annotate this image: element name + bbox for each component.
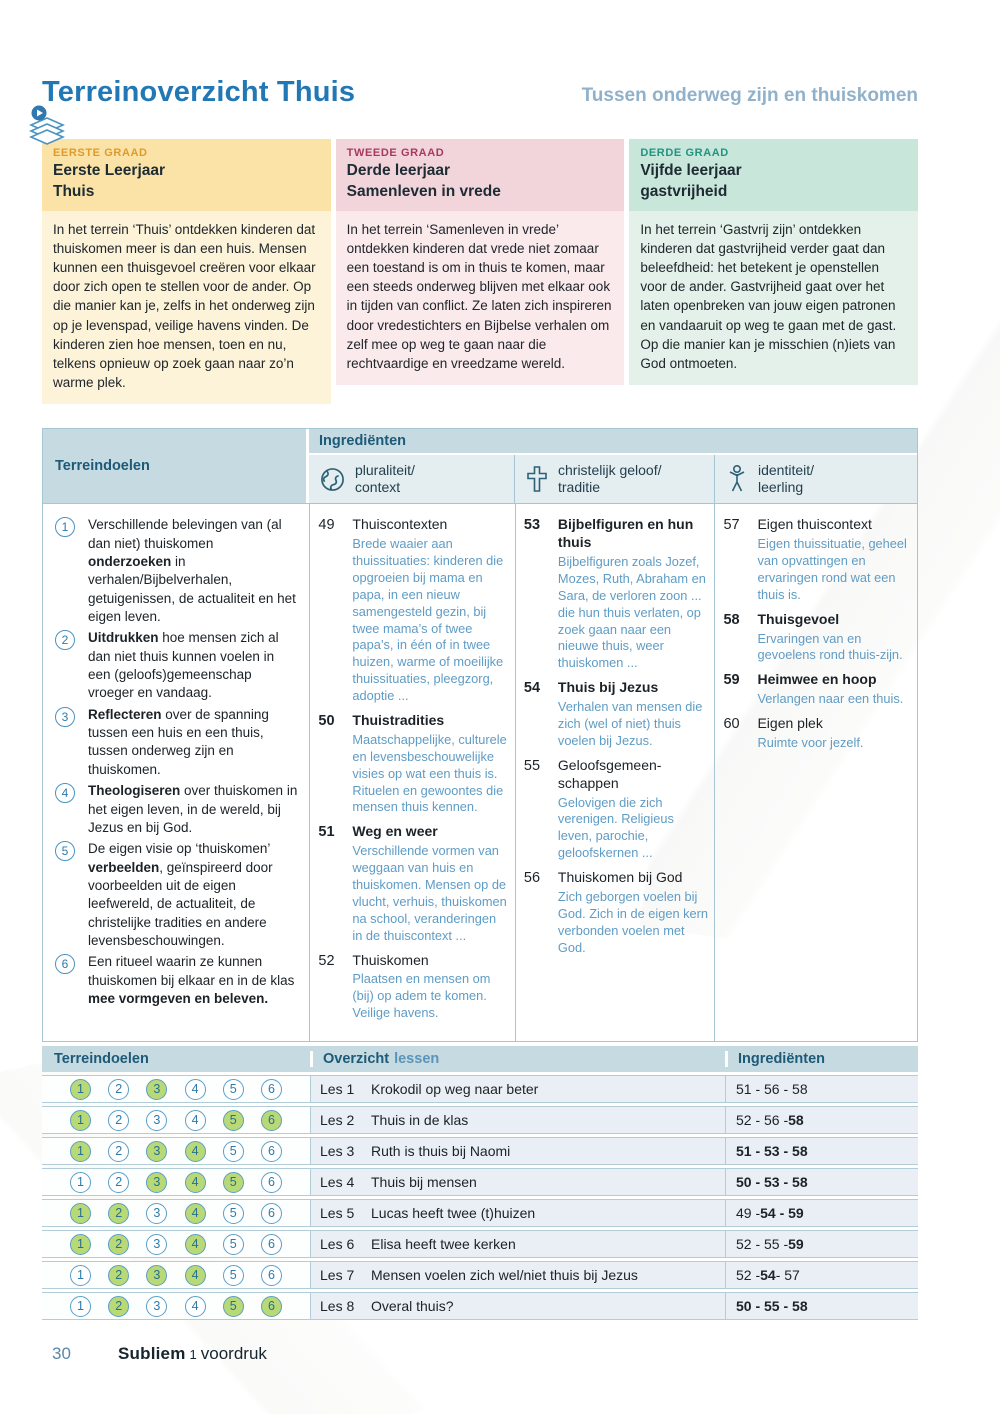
goal-circle-active: 5 <box>223 1110 244 1131</box>
lesson-row <box>42 1075 918 1103</box>
goal-text: Reflecteren over de spanning tussen een huis en een thuis, tussen onderweg zijn en thuiskomen. <box>88 706 269 777</box>
ingredient-title: Thuiskomen <box>352 951 429 968</box>
ingredient-description: Plaatsen en mensen om (bij) op adem te komen. Veilige havens. <box>352 971 491 1021</box>
page-footer <box>52 1344 267 1364</box>
goal-number-badge: 5 <box>55 841 75 861</box>
lesson-row <box>42 1199 918 1227</box>
lesson-goal-circles <box>42 1076 310 1102</box>
ingredient-title: Bijbelfiguren en hun thuis <box>557 516 694 551</box>
lesson-row <box>42 1168 918 1196</box>
lesson-ingredients: 52 - 56 - 58 <box>725 1107 918 1133</box>
lesson-title: Krokodil op weg naar beter <box>371 1081 539 1098</box>
ingredient-number: 52 <box>318 952 335 969</box>
lesson-ingredients: 51 - 56 - 58 <box>725 1076 918 1102</box>
lesson-label: Les 4 <box>320 1174 355 1191</box>
terreindoel-item <box>55 953 299 1008</box>
goal-circle: 5 <box>223 1141 244 1162</box>
goal-circle-active: 2 <box>108 1203 129 1224</box>
grade-columns <box>42 139 918 404</box>
lesson-title: Thuis bij mensen <box>371 1174 477 1191</box>
goal-circle-active: 5 <box>223 1296 244 1317</box>
lesson-cell <box>310 1231 725 1257</box>
ingredient-description: Verhalen van mensen die zich (wel of niet) thuis voelen bij Jezus. <box>557 699 703 748</box>
lessons-table <box>42 1046 918 1320</box>
lesson-row <box>42 1261 918 1289</box>
lesson-goal-circles <box>42 1107 310 1133</box>
grade-year: Eerste Leerjaar <box>53 162 166 179</box>
goal-circle-active: 6 <box>261 1296 282 1317</box>
grade-label: EERSTE GRAAD <box>53 147 148 159</box>
category-label: pluraliteit/ context <box>355 461 415 496</box>
lesson-cell <box>310 1169 725 1195</box>
globe-icon <box>319 466 346 493</box>
goal-number-badge: 1 <box>55 517 75 537</box>
cross-icon <box>525 465 549 493</box>
category-label: christelijk geloof/ traditie <box>558 461 662 496</box>
grade-description: In het terrein ‘Gastvrij zijn’ ontdekken kinderen dat gastvrijheid verder gaat dan beleefdheid: het betekent je openstellen voor de ander. Gastvrijheid gaat over het laten openbreken van jouw eigen patronen en vandaaruit op weg te gaan met de gast. Op die manier kan je misschien (n)iets van God ontmoeten. <box>629 211 918 385</box>
goal-circle-active: 4 <box>185 1203 206 1224</box>
grade-description: In het terrein ‘Samenleven in vrede’ ontdekken kinderen dat vrede niet zomaar een toestand is om in thuis te komen, maar een steeds onderweg blijven met elkaar ook in tijden van conflict. Ze laten zich inspireren door vredestichters en Bijbelse verhalen om zelf mee op weg te gaan naar die rechtvaardige en vreedzame wereld. <box>336 211 625 385</box>
ingredient-number: 57 <box>723 517 740 534</box>
goal-text: De eigen visie op ‘thuiskomen’ verbeelden, geïnspireerd door voorbeelden uit de eigen leefwereld, de actualiteit, de christelijke tradities en andere levensbeschouwingen. <box>88 841 273 949</box>
goal-circle-active: 1 <box>70 1079 91 1100</box>
goal-circle: 4 <box>185 1296 206 1317</box>
goal-circle-active: 1 <box>70 1234 91 1255</box>
ingredients-column-identiteit <box>714 504 917 1041</box>
goal-circle: 2 <box>108 1110 129 1131</box>
goal-number-badge: 4 <box>55 783 75 803</box>
lesson-label: Les 7 <box>320 1267 355 1284</box>
ingredient-number: 60 <box>723 716 740 733</box>
lesson-rows <box>42 1075 918 1320</box>
lesson-goal-circles <box>42 1169 310 1195</box>
goal-circle-active: 4 <box>185 1141 206 1162</box>
lesson-label: Les 8 <box>320 1298 355 1315</box>
goal-circle-active: 4 <box>185 1234 206 1255</box>
lesson-row <box>42 1292 918 1320</box>
ingredient-entry <box>318 516 509 705</box>
ingredient-category-row <box>309 455 917 503</box>
book-title: Subliem <box>118 1344 186 1363</box>
goal-circle: 4 <box>185 1079 206 1100</box>
goal-circle: 6 <box>261 1079 282 1100</box>
goals-ingredients-table <box>42 428 918 1042</box>
grade-header <box>42 139 331 211</box>
ingredienten-header: Ingrediënten <box>309 429 917 455</box>
layers-play-icon <box>24 104 70 148</box>
goal-text: Een ritueel waarin ze kunnen thuiskomen bij elkaar en in de klas mee vormgeven en beleven. <box>88 954 295 1007</box>
ingredient-number: 49 <box>318 517 335 534</box>
ingredient-entry <box>524 679 709 750</box>
goal-circle-active: 2 <box>108 1265 129 1286</box>
goal-circle: 1 <box>70 1265 91 1286</box>
lesson-title: Thuis in de klas <box>371 1112 469 1129</box>
ingredient-entry <box>318 712 509 816</box>
goal-circle: 6 <box>261 1234 282 1255</box>
goal-circle: 1 <box>70 1296 91 1317</box>
ingredient-number: 58 <box>723 611 740 628</box>
ingredient-description: Verlangen naar een thuis. <box>757 691 904 707</box>
lessons-ingredients-header: Ingrediënten <box>725 1051 918 1067</box>
lessons-table-header <box>42 1046 918 1072</box>
goal-text: Verschillende belevingen van (al dan niet) thuiskomen onderzoeken in verhalen/Bijbelverhalen, getuigenissen, de actualiteit en het eigen leven. <box>88 517 296 624</box>
ingredients-column-geloof <box>515 504 715 1041</box>
book-volume: 1 <box>189 1347 197 1362</box>
lesson-ingredients: 49 - 54 - 59 <box>725 1200 918 1226</box>
goal-circle-active: 3 <box>146 1265 167 1286</box>
ingredient-entry <box>318 823 509 944</box>
ingredient-description: Bijbelfiguren zoals Jozef, Mozes, Ruth, Abraham en Sara, de verloren zoon ... die hun thuis verlaten, op zoek gaan naar een nieuwe thuis, weer thuiskomen ... <box>557 553 706 671</box>
ingredient-entry <box>524 516 709 672</box>
goal-circle: 6 <box>261 1265 282 1286</box>
goal-number-badge: 2 <box>55 630 75 650</box>
ingredient-title: Thuis bij Jezus <box>557 679 659 696</box>
lesson-row <box>42 1106 918 1134</box>
lesson-ingredients: 51 - 53 - 58 <box>725 1138 918 1164</box>
grade-year: Derde leerjaar <box>346 162 451 179</box>
goal-number-badge: 6 <box>55 954 75 974</box>
goal-circle-active: 6 <box>261 1110 282 1131</box>
book-edition: voordruk <box>200 1344 267 1363</box>
grade-year: Vijfde leerjaar <box>640 162 742 179</box>
ingredient-entry <box>524 757 709 862</box>
goal-circle: 2 <box>108 1172 129 1193</box>
ingredient-title: Thuiskomen bij God <box>557 869 683 886</box>
ingredient-description: Eigen thuissituatie, geheel van opvattingen en ervaringen rond wat een thuis is. <box>757 536 907 602</box>
goal-circle-active: 1 <box>70 1110 91 1131</box>
terreindoel-item <box>55 840 299 950</box>
ingredient-number: 53 <box>523 517 541 534</box>
goal-circle: 5 <box>223 1265 244 1286</box>
lesson-label: Les 1 <box>320 1081 355 1098</box>
ingredient-title: Weg en weer <box>352 823 438 840</box>
ingredient-description: Maatschappelijke, culturele en levensbeschouwelijke visies op wat een thuis is. Rituelen en gewoontes die mensen thuis kennen. <box>352 731 507 815</box>
lesson-cell <box>310 1200 725 1226</box>
ingredient-description: Brede waaier aan thuissituaties: kinderen die opgroeien bij mama en papa, in een nieuw samengesteld gezin, bij twee mama’s of twee papa’s, in één of in twee huizen, warme of moeilijke thuissituaties, pleegzorg, adoptie ... <box>352 536 504 704</box>
ingredient-entry <box>723 715 911 752</box>
ingredient-title: Eigen thuiscontext <box>757 516 872 533</box>
category-pluraliteit-context <box>309 455 514 503</box>
lesson-cell <box>310 1076 725 1102</box>
goal-circle-active: 4 <box>185 1265 206 1286</box>
ingredient-number: 56 <box>523 870 541 887</box>
category-christelijk-geloof-traditie <box>514 455 714 503</box>
grade-column-derde-graad <box>629 139 918 385</box>
ingredient-title: Thuistradities <box>352 711 445 728</box>
person-icon <box>725 464 749 494</box>
ingredient-description: Ervaringen van en gevoelens rond thuis-zijn. <box>757 630 903 663</box>
ingredient-title: Geloofsgemeen-schappen <box>557 756 662 791</box>
goal-circle: 4 <box>185 1110 206 1131</box>
grade-description: In het terrein ‘Thuis’ ontdekken kinderen dat thuiskomen meer is dan een huis. Mensen kunnen een thuisgevoel creëren voor elkaar door zich open te stellen voor de ander. Op die manier kan je, zelfs in het onderweg zijn op je levenspad, veilige havens vinden. De kinderen zien hoe mensen, toen en nu, telkens opnieuw op zoek gaan naar zo’n warme plek. <box>42 211 331 404</box>
grade-label: TWEEDE GRAAD <box>346 147 445 159</box>
goal-circle-active: 3 <box>146 1172 167 1193</box>
lesson-title: Ruth is thuis bij Naomi <box>371 1143 511 1160</box>
ingredient-title: Thuiscontexten <box>352 516 448 533</box>
goal-circle: 1 <box>70 1172 91 1193</box>
goal-circle: 3 <box>146 1203 167 1224</box>
ingredient-entry <box>723 611 911 665</box>
ingredient-entry <box>318 952 509 1023</box>
goal-circle-active: 1 <box>70 1203 91 1224</box>
grade-header <box>629 139 918 211</box>
goal-circle: 6 <box>261 1203 282 1224</box>
lesson-row <box>42 1137 918 1165</box>
goal-circle: 3 <box>146 1234 167 1255</box>
lesson-goal-circles <box>42 1262 310 1288</box>
lesson-ingredients: 50 - 55 - 58 <box>725 1293 918 1319</box>
goal-text: Theologiseren over thuiskomen in het eigen leven, in de wereld, bij Jezus en bij God. <box>88 783 298 835</box>
page-subtitle: Tussen onderweg zijn en thuiskomen <box>581 85 918 106</box>
grade-column-tweede-graad <box>336 139 625 385</box>
goal-circle: 3 <box>146 1110 167 1131</box>
grade-theme: gastvrijheid <box>640 183 728 201</box>
lesson-label: Les 2 <box>320 1112 355 1129</box>
terreindoelen-header: Terreindoelen <box>43 429 309 503</box>
grade-column-eerste-graad <box>42 139 331 404</box>
category-label: identiteit/ leerling <box>758 461 815 496</box>
goal-circle-active: 2 <box>108 1296 129 1317</box>
goal-circle-active: 3 <box>146 1141 167 1162</box>
ingredient-title: Eigen plek <box>757 715 823 732</box>
goal-circle-active: 4 <box>185 1172 206 1193</box>
goal-circle-active: 1 <box>70 1141 91 1162</box>
lesson-label: Les 5 <box>320 1205 355 1222</box>
goal-circle: 5 <box>223 1234 244 1255</box>
ingredient-number: 51 <box>318 824 335 841</box>
ingredient-title: Heimwee en hoop <box>757 671 877 688</box>
grade-theme: Samenleven in vrede <box>346 183 501 201</box>
lessons-overview-header: Overzicht lessen <box>310 1051 725 1067</box>
lesson-cell <box>310 1107 725 1133</box>
grade-label: DERDE GRAAD <box>640 147 729 159</box>
ingredient-description: Verschillende vormen van weggaan van huis en thuiskomen. Mensen op de vlucht, verhuis, thuiskomen na school, veranderingen in de thuiscontext ... <box>352 843 507 943</box>
terreindoel-item <box>55 782 299 837</box>
goal-circle: 3 <box>146 1296 167 1317</box>
lesson-row <box>42 1230 918 1258</box>
terreindoel-item <box>55 706 299 779</box>
grade-theme: Thuis <box>53 183 95 201</box>
goal-circle-active: 3 <box>146 1079 167 1100</box>
goal-circle-active: 5 <box>223 1172 244 1193</box>
lesson-ingredients: 52 - 55 - 59 <box>725 1231 918 1257</box>
terreindoel-item <box>55 629 299 702</box>
lesson-title: Lucas heeft twee (t)huizen <box>371 1205 536 1222</box>
lesson-title: Elisa heeft twee kerken <box>371 1236 516 1253</box>
lesson-cell <box>310 1138 725 1164</box>
category-identiteit-leerling <box>714 455 917 503</box>
page-header <box>42 76 918 109</box>
lesson-ingredients: 52 - 54 - 57 <box>725 1262 918 1288</box>
lesson-ingredients: 50 - 53 - 58 <box>725 1169 918 1195</box>
goal-circle: 6 <box>261 1141 282 1162</box>
lesson-goal-circles <box>42 1200 310 1226</box>
lesson-cell <box>310 1262 725 1288</box>
goal-circle: 2 <box>108 1141 129 1162</box>
ingredient-entry <box>723 516 911 603</box>
goal-circle: 5 <box>223 1079 244 1100</box>
terreindoel-item <box>55 516 299 626</box>
ingredient-number: 54 <box>523 680 541 697</box>
lesson-title: Mensen voelen zich wel/niet thuis bij Jezus <box>371 1267 638 1284</box>
lesson-label: Les 3 <box>320 1143 355 1160</box>
goal-number-badge: 3 <box>55 707 75 727</box>
lesson-goal-circles <box>42 1293 310 1319</box>
ingredient-number: 59 <box>723 672 740 689</box>
lesson-goal-circles <box>42 1231 310 1257</box>
ingredient-description: Zich geborgen voelen bij God. Zich in de eigen kern verbonden voelen met God. <box>557 889 709 955</box>
grade-header <box>336 139 625 211</box>
lesson-title: Overal thuis? <box>371 1298 454 1315</box>
goal-text: Uitdrukken hoe mensen zich al dan niet thuis kunnen voelen in een (geloofs)gemeenschap vroeger en vandaag. <box>88 630 279 701</box>
ingredient-entry <box>723 671 911 708</box>
ingredients-column-pluraliteit <box>310 504 515 1041</box>
goal-circle: 6 <box>261 1172 282 1193</box>
goal-circle: 2 <box>108 1079 129 1100</box>
ingredient-description: Gelovigen die zich verenigen. Religieus leven, parochie, geloofskernen ... <box>557 794 674 861</box>
lesson-label: Les 6 <box>320 1236 355 1253</box>
ingredient-number: 50 <box>318 712 335 729</box>
ingredient-entry <box>524 869 709 956</box>
ingredient-description: Ruimte voor jezelf. <box>757 735 864 751</box>
lesson-cell <box>310 1293 725 1319</box>
page-title: Terreinoverzicht Thuis <box>42 76 356 108</box>
lessons-goals-header: Terreindoelen <box>54 1051 149 1068</box>
goal-circle-active: 2 <box>108 1234 129 1255</box>
ingredient-title: Thuisgevoel <box>757 610 840 627</box>
ingredient-number: 55 <box>523 757 541 774</box>
goal-circle: 5 <box>223 1203 244 1224</box>
lesson-goal-circles <box>42 1138 310 1164</box>
page-number: 30 <box>52 1344 71 1363</box>
terreindoelen-list <box>43 504 310 1041</box>
